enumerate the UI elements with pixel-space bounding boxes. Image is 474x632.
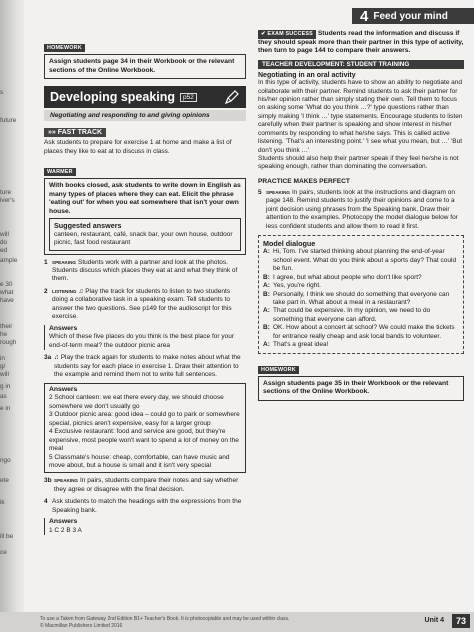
dialogue-line: A: That could be expensive. In my opinion, we need to do something that everyone can afford.: [263, 307, 431, 323]
audio-icon: ♫: [54, 354, 59, 362]
right-column: [258, 30, 464, 401]
spine-fragment: rough: [0, 339, 17, 346]
dialogue-line: B: I agree, but what about people who don't like sport?: [263, 273, 422, 281]
chapter-title: Feed your mind: [373, 10, 448, 22]
spine-fragment: in: [0, 355, 5, 362]
homework-box: Assign students page 34 in their Workbook or the relevant sections of the Online Workbook.: [44, 54, 246, 79]
spine-fragment: have: [0, 297, 14, 304]
spine-fragment: he: [0, 331, 8, 338]
dialogue-heading: Model dialogue: [263, 239, 316, 249]
teacher-development-label: TEACHER DEVELOPMENT: STUDENT TRAINING: [258, 60, 464, 69]
spine-fragment: g/: [0, 363, 6, 370]
warmer-text: With books closed, ask students to write down in English as many types of places where they can eat. Elicit the phrase 'eating out' for when you eat somewhere that isn't your own house.: [49, 182, 241, 215]
suggested-heading: Suggested answers: [54, 221, 122, 231]
spine-fragment: as: [0, 393, 7, 400]
page-footer: [0, 612, 474, 632]
spine-fragment: what: [0, 289, 14, 296]
spine-fragment: ed: [0, 247, 8, 254]
spine-fragment: ngo: [0, 457, 11, 464]
section-subtitle: Negotiating and responding to and giving opinions: [44, 110, 246, 121]
td-text: In this type of activity, students have to show an ability to negotiate and collaborate with their partner. Remind students to ask their partner for his/her opinion rather than simply stating their own. Tell them to focus on asking some 'What do you think …?' type questions rather than simply making 'I think …' type statements. Encourage students to listen carefully when their partner is speaking and show interest in his/her comments by responding to what he/she says. This is called active listening. 'That's an interesting point.' 'I see what you mean, but …' 'But don't you think …': [258, 79, 463, 154]
exercise-3b: 3b SPEAKING In pairs, students compare their notes and say whether they agree or disagree with the final decision.: [44, 477, 239, 493]
exam-tag: ✔ EXAM SUCCESS: [258, 30, 316, 39]
spine-fragment: will: [0, 371, 9, 378]
dialogue-line: A: Yes, you're right.: [263, 282, 321, 290]
warmer-box: [44, 178, 246, 255]
spine-fragment: do: [0, 239, 8, 246]
spine-fragment: ture: [0, 189, 12, 196]
spine-fragment: e in: [0, 405, 11, 412]
spine-fragment: ill be: [0, 533, 14, 540]
spine-fragment: e 30: [0, 281, 13, 288]
answers-1: Answers Which of these five places do you think is the best place for your end-of-term meal? the outdoor picnic area: [44, 325, 246, 351]
practice-label: PRACTICE MAKES PERFECT: [258, 177, 350, 185]
homework-tag-2: HOMEWORK: [258, 366, 299, 374]
dialogue-line: A: That's a great idea!: [263, 341, 329, 349]
spine-bleed: [0, 0, 24, 632]
spine-fragment: will: [0, 231, 9, 238]
exercise-2: 2 LISTENING ♫ Play the track for students to listen to two students doing a collaborative task in a speaking exam. Tell students to answer the two questions. See p149 for the audioscript for this exercise.: [44, 287, 232, 321]
fast-track-text: Ask students to prepare for exercise 1 at home and make a list of places they like to eat at to discuss in class.: [44, 139, 232, 155]
exercise-4: 4 Ask students to match the headings with the expressions from the Speaking bank.: [44, 498, 242, 514]
spine-fragment: ete: [0, 477, 9, 484]
spine-fragment: ce: [0, 549, 7, 556]
section-page-ref: p52: [180, 93, 197, 102]
dialogue-line: B: OK. How about a concert at school? We could make the tickets for entrance really cheap and ask local bands to volunteer.: [263, 324, 455, 340]
exercise-5: 5 SPEAKING In pairs, students look at the instructions and diagram on page 148. Remind students to justify their opinions and come to a joint decision using phrases from the Speaking bank. Draw their attention to the examples. Photocopy the model dialogue below for less confident students and allow them to read it first.: [258, 188, 458, 230]
spine-fragment: their: [0, 323, 13, 330]
footer-legal: To use a Taken from Gateway 2nd Edition B1+ Teacher's Book. It is photocopiable and may be used within class. © Macmillan Publishers Limited 2016: [40, 616, 290, 629]
dialogue-line: A: Hi, Tom. I've started thinking about planning the end-of-year school event. What do you think about a sports day? That could be fun.: [263, 248, 457, 273]
page-number: 73: [452, 614, 470, 628]
exercise-1: 1 SPEAKING Students work with a partner and look at the photos. Students discuss which places they eat at and what they think of them.: [44, 258, 238, 283]
answers-3: Answers 1 C 2 B 3 A: [44, 518, 246, 535]
answers-2: Answers 2 School canteen: we eat there every day, we should choose somewhere we don't usually go 3 Outdoor picnic area: good idea – could go to park or somewhere special, picnics aren't expensive, easy for a larger group 4 Exclusive restaurant: food and service are good, but they're expensive, most people won't want to spend a lot of money on the meal 5 Classmate's house: cheap, comfortable, can have music and move about, but a house is small and it isn't very special: [44, 383, 246, 474]
td-heading: Negotiating in an oral activity: [258, 72, 356, 80]
exam-success: ✔ EXAM SUCCESS Students read the information and discuss if they should speak more than their partner in this type of activity, then turn to page 144 to compare their answers.: [258, 30, 464, 55]
exercise-3a: 3a ♫ Play the track again for students to make notes about what the students say for each place in exercise 1. Draw their attention to the example and remind them not to write full sentences.: [44, 354, 241, 379]
fast-track-label: »» FAST TRACK: [44, 128, 106, 137]
suggested-answers: [49, 218, 241, 250]
spine-fragment: g in: [0, 383, 11, 390]
spine-fragment: s: [0, 89, 4, 96]
footer-unit: Unit 4: [424, 617, 444, 624]
section-banner: [44, 86, 246, 108]
spine-fragment: ik: [0, 499, 5, 506]
homework-tag: HOMEWORK: [44, 44, 85, 52]
td-text-2: Students should also help their partner speak if they feel he/she is not speaking enough, rather than dominating the conversation.: [258, 155, 459, 171]
section-title: Developing speaking: [50, 90, 176, 105]
audio-icon: ♫: [78, 287, 84, 295]
left-column: [44, 36, 246, 535]
spine-fragment: ample: [0, 257, 18, 264]
chapter-number: 4: [360, 7, 369, 25]
spine-fragment: future: [0, 117, 17, 124]
model-dialogue: [258, 235, 464, 354]
spine-fragment: iver's: [0, 197, 15, 204]
suggested-text: canteen, restaurant, café, snack bar, your own house, outdoor picnic, fast food restaurant: [54, 230, 233, 247]
homework-box-2: Assign students page 35 in their Workbook or the relevant sections of the Online Workbook.: [258, 376, 464, 401]
chapter-header: [352, 8, 474, 24]
dialogue-line: B: Personally, I think we should do something that everyone can take part in. What about a meal in a restaurant?: [263, 290, 450, 307]
pencil-icon: [224, 89, 240, 105]
warmer-tag: WARMER: [44, 168, 76, 176]
